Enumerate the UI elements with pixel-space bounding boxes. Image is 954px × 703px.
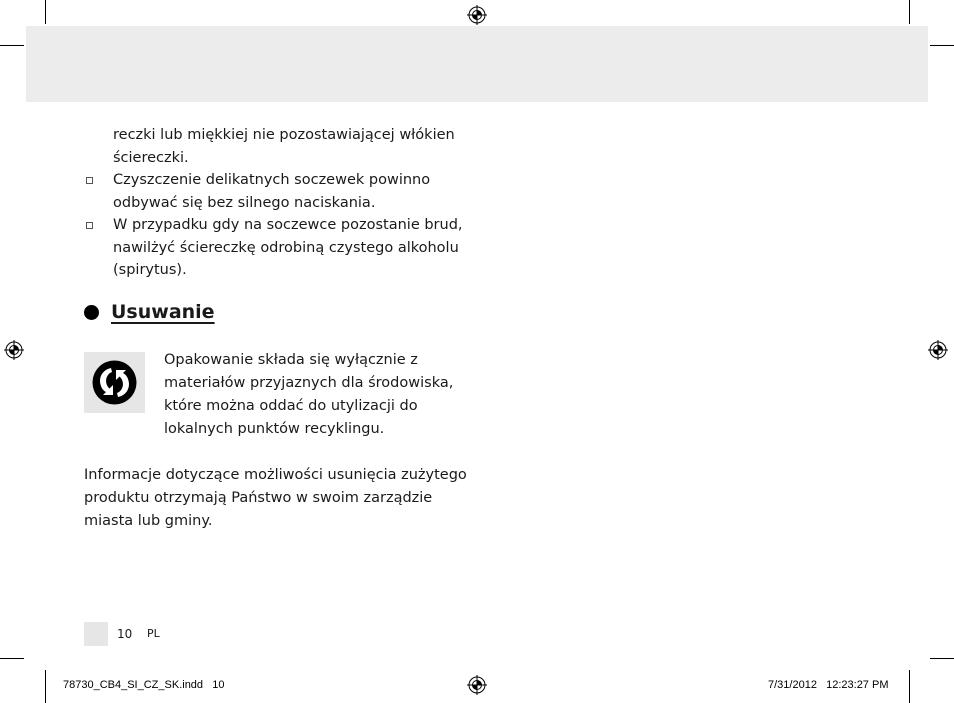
header-band xyxy=(26,26,928,102)
crop-mark xyxy=(930,45,954,46)
disposal-info-paragraph: Informacje dotyczące możliwości usunięcia zużytego produktu otrzymają Państwo w swoim zarządzie miasta lub gminy. xyxy=(84,467,467,529)
list-item xyxy=(84,169,474,214)
crop-mark xyxy=(0,45,24,46)
bullet-square-icon xyxy=(86,222,93,229)
page-number: 10 xyxy=(117,627,133,641)
list-item xyxy=(84,214,474,282)
registration-mark-icon xyxy=(467,5,487,25)
registration-mark-icon xyxy=(4,340,24,360)
green-dot-recycling-icon xyxy=(84,352,145,413)
registration-mark-icon xyxy=(928,340,948,360)
bullet-square-icon xyxy=(86,177,93,184)
section-title: Usuwanie xyxy=(111,301,215,323)
main-text xyxy=(84,124,474,282)
crop-mark xyxy=(45,670,46,703)
page-number-box xyxy=(84,622,108,646)
slug-date: 7/31/2012 12:23:27 PM xyxy=(768,679,889,691)
continued-paragraph: reczki lub miękkiej nie pozostawiającej włókien ściereczki. xyxy=(113,127,455,166)
slug-file-name: 78730_CB4_SI_CZ_SK.indd 10 xyxy=(63,679,225,691)
language-code: PL xyxy=(147,627,160,640)
crop-mark xyxy=(909,0,910,24)
crop-mark xyxy=(0,658,24,659)
bullet-dot-icon xyxy=(84,305,99,320)
crop-mark xyxy=(930,658,954,659)
crop-mark xyxy=(45,0,46,24)
crop-mark xyxy=(909,670,910,703)
list-item-text: W przypadku gdy na soczewce pozostanie brud, nawilżyć ściereczkę odrobiną czystego alkoholu (spirytus). xyxy=(113,217,463,278)
section-heading xyxy=(84,301,215,323)
registration-mark-icon xyxy=(467,675,487,695)
recycling-paragraph: Opakowanie składa się wyłącznie z materiałów przyjaznych dla środowiska, które można oddać do utylizacji do lokalnych punktów recyklingu. xyxy=(164,352,454,437)
list-item-text: Czyszczenie delikatnych soczewek powinno odbywać się bez silnego naciskania. xyxy=(113,172,431,211)
